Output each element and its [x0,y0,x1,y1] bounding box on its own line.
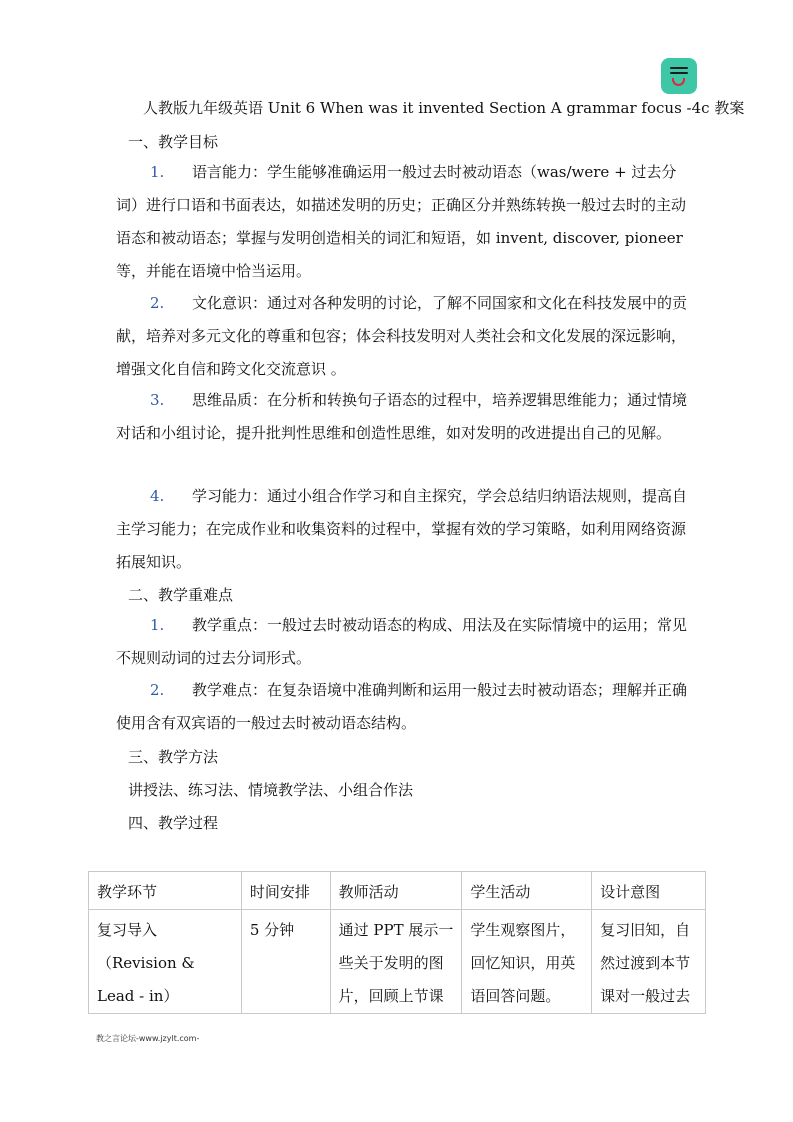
table-cell: 5 分钟 [241,910,330,1014]
list-number: 4. [150,487,165,505]
table-header-cell: 学生活动 [462,872,592,910]
keypoint-item-2 [116,674,696,740]
table-header-cell: 教师活动 [330,872,462,910]
table-cell: 复习导入（Revision & Lead - in） [89,910,242,1014]
goal-text: 思维品质：在分析和转换句子语态的过程中，培养逻辑思维能力；通过情境对话和小组讨论，提升批判性思维和创造性思维，如对发明的改进提出自己的见解。 [116,391,688,442]
table-cell: 复习旧知，自然过渡到本节课对一般过去 [592,910,706,1014]
list-number: 3. [150,391,165,409]
goal-item-1 [116,156,696,288]
table-cell: 学生观察图片，回忆知识，用英语回答问题。 [462,910,592,1014]
table-header-row [89,872,706,910]
keypoint-text: 教学难点：在复杂语境中准确判断和运用一般过去时被动语态；理解并正确使用含有双宾语的一般过去时被动语态结构。 [116,681,688,732]
site-logo-icon [661,58,697,94]
section-heading-process: 四、教学过程 [128,814,219,832]
page-footer: 教之言论坛-www.jzylt.com- [96,1034,200,1043]
methods-text: 讲授法、练习法、情境教学法、小组合作法 [128,781,414,799]
list-number: 1. [150,616,165,634]
document-title: 人教版九年级英语 Unit 6 When was it invented Section A grammar focus -4c 教案 [143,99,745,117]
table-header-cell: 设计意图 [592,872,706,910]
table-header-cell: 时间安排 [241,872,330,910]
section-heading-keypoints: 二、教学重难点 [128,586,234,604]
section-heading-goals: 一、教学目标 [128,133,219,151]
table-header-cell: 教学环节 [89,872,242,910]
goal-text: 文化意识：通过对各种发明的讨论，了解不同国家和文化在科技发展中的贡献，培养对多元文化的尊重和包容；体会科技发明对人类社会和文化发展的深远影响，增强文化自信和跨文化交流意识 。 [116,294,688,378]
lesson-plan-table [88,871,706,1014]
goal-text: 学习能力：通过小组合作学习和自主探究，学会总结归纳语法规则，提高自主学习能力；在完成作业和收集资料的过程中，掌握有效的学习策略，如利用网络资源拓展知识。 [116,487,688,571]
list-number: 2. [150,294,165,312]
goal-item-3 [116,384,696,450]
keypoint-text: 教学重点：一般过去时被动语态的构成、用法及在实际情境中的运用；常见不规则动词的过去分词形式。 [116,616,688,667]
table-row [89,910,706,1014]
list-number: 1. [150,163,165,181]
list-number: 2. [150,681,165,699]
keypoint-item-1 [116,609,696,675]
table-cell: 通过 PPT 展示一些关于发明的图片，回顾上节课 [330,910,462,1014]
goal-item-4 [116,480,696,579]
goal-text: 语言能力：学生能够准确运用一般过去时被动语态（was/were + 过去分词）进行口语和书面表达，如描述发明的历史；正确区分并熟练转换一般过去时的主动语态和被动语态；掌握与发明创造相关的词汇和短语，如 invent, discover, pioneer 等，并能在语境中恰当运用。 [116,163,687,280]
section-heading-methods: 三、教学方法 [128,748,219,766]
goal-item-2 [116,287,696,386]
